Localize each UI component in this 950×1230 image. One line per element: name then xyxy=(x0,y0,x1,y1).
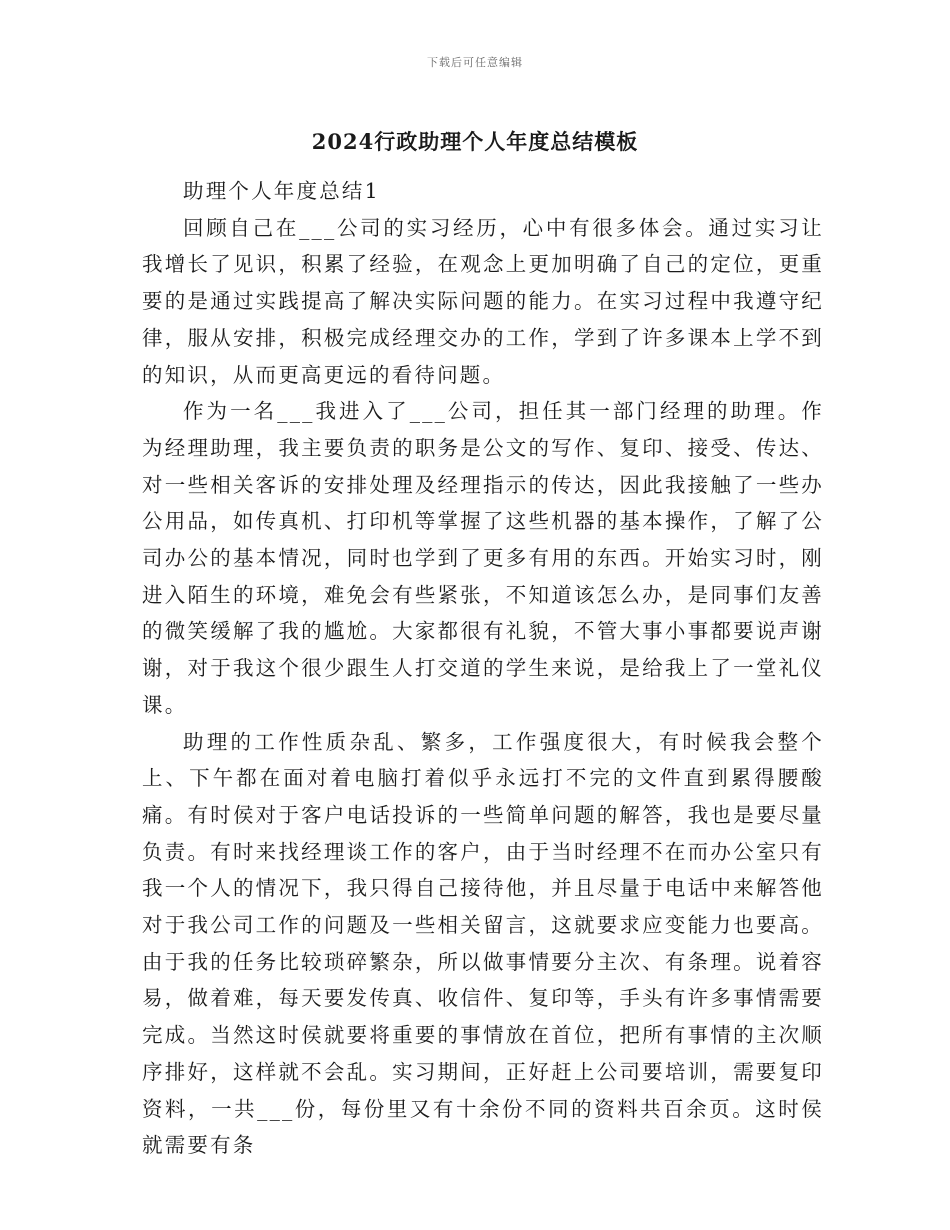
paragraph: 回顾自己在___公司的实习经历，心中有很多体会。通过实习让我增长了见识，积累了经验，在观念上更加明确了自己的定位，更重要的是通过实践提高了解决实际问题的能力。在实习过程中我遵守纪律，服从安排，积极完成经理交办的工作，学到了许多课本上学不到的知识，从而更高更远的看待问题。 xyxy=(142,215,824,387)
document-title: 2024行政助理个人年度总结模板 xyxy=(311,129,639,154)
paragraph: 助理的工作性质杂乱、繁多，工作强度很大，有时候我会整个上、下午都在面对着电脑打着似乎永远打不完的文件直到累得腰酸痛。有时侯对于客户电话投诉的一些简单问题的解答，我也是要尽量负责。有时来找经理谈工作的客户，由于当时经理不在而办公室只有我一个人的情况下，我只得自己接待他，并且尽量于电话中来解答他对于我公司工作的问题及一些相关留言，这就要求应变能力也要高。由于我的任务比较琐碎繁杂，所以做事情要分主次、有条理。说着容易，做着难，每天要发传真、收信件、复印等，手头有许多事情需要完成。当然这时侯就要将重要的事情放在首位，把所有事情的主次顺序排好，这样就不会乱。实习期间，正好赶上公司要培训，需要复印资料，一共___份，每份里又有十余份不同的资料共百余页。这时侯就需要有条 xyxy=(142,729,824,1158)
header-note: 下载后可任意编辑 xyxy=(427,56,523,69)
paragraph: 作为一名___我进入了___公司，担任其一部门经理的助理。作为经理助理，我主要负责的职务是公文的写作、复印、接受、传达、对一些相关客诉的安排处理及经理指示的传达，因此我接触了一些办公用品，如传真机、打印机等掌握了这些机器的基本操作，了解了公司办公的基本情况，同时也学到了更多有用的东西。开始实习时，刚进入陌生的环境，难免会有些紧张，不知道该怎么办，是同事们友善的微笑缓解了我的尴尬。大家都很有礼貌，不管大事小事都要说声谢谢，对于我这个很少跟生人打交道的学生来说，是给我上了一堂礼仪课。 xyxy=(142,399,824,717)
section-heading: 助理个人年度总结1 xyxy=(183,179,380,203)
document-body xyxy=(142,173,824,1164)
